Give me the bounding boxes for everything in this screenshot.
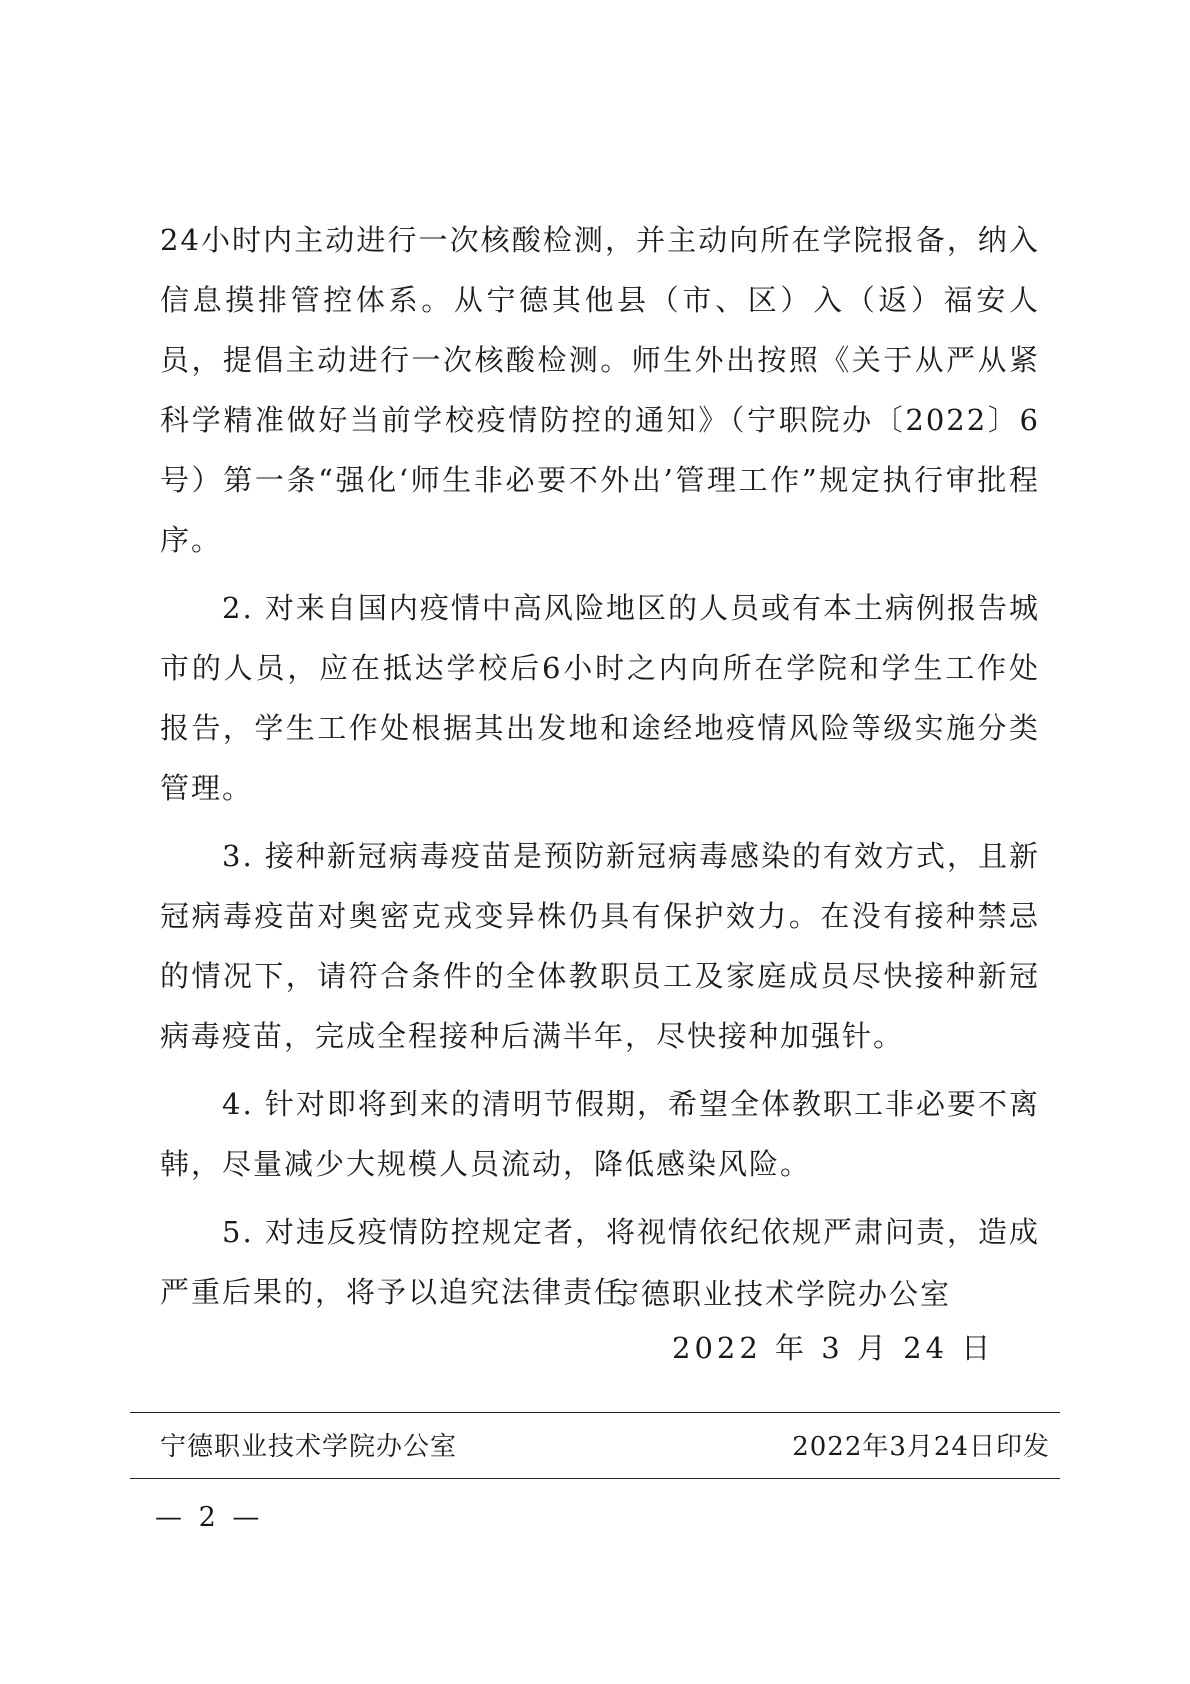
body-paragraph-5: 5. 对违反疫情防控规定者，将视情依纪依规严肃问责，造成严重后果的，将予以追究法律责任。	[160, 1215, 1040, 1309]
signature-date: 2022 年 3 月 24 日	[672, 1331, 995, 1365]
footer-issue-date: 2022年3月24日印发	[792, 1432, 1050, 1462]
body-paragraph-1: 24小时内主动进行一次核酸检测，并主动向所在学院报备，纳入信息摸排管控体系。从宁德其他县（市、区）入（返）福安人员，提倡主动进行一次核酸检测。师生外出按照《关于从严从紧科学精准做好当前学校疫情防控的通知》（宁职院办〔2022〕6号）第一条“强化‘师生非必要不外出’管理工作”规定执行审批程序。	[160, 223, 1040, 557]
body-paragraph-2: 2. 对来自国内疫情中高风险地区的人员或有本土病例报告城市的人员，应在抵达学校后6小时之内向所在学院和学生工作处报告，学生工作处根据其出发地和途经地疫情风险等级实施分类管理。	[160, 591, 1040, 805]
footer-bottom-rule	[130, 1478, 1060, 1479]
issuance-footer	[160, 1422, 1050, 1472]
body-paragraph-3: 3. 接种新冠病毒疫苗是预防新冠病毒感染的有效方式，且新冠病毒疫苗对奥密克戎变异株仍具有保护效力。在没有接种禁忌的情况下，请符合条件的全体教职员工及家庭成员尽快接种新冠病毒疫苗，完成全程接种后满半年，尽快接种加强针。	[160, 839, 1040, 1053]
footer-top-rule	[130, 1412, 1060, 1413]
footer-issuing-org: 宁德职业技术学院办公室	[160, 1432, 458, 1462]
signature-org: 宁德职业技术学院办公室	[610, 1277, 952, 1311]
page-number: — 2 —	[155, 1502, 264, 1533]
body-paragraph-4: 4. 针对即将到来的清明节假期，希望全体教职工非必要不离韩，尽量减少大规模人员流动，降低感染风险。	[160, 1087, 1040, 1181]
document-body	[160, 210, 1040, 1322]
